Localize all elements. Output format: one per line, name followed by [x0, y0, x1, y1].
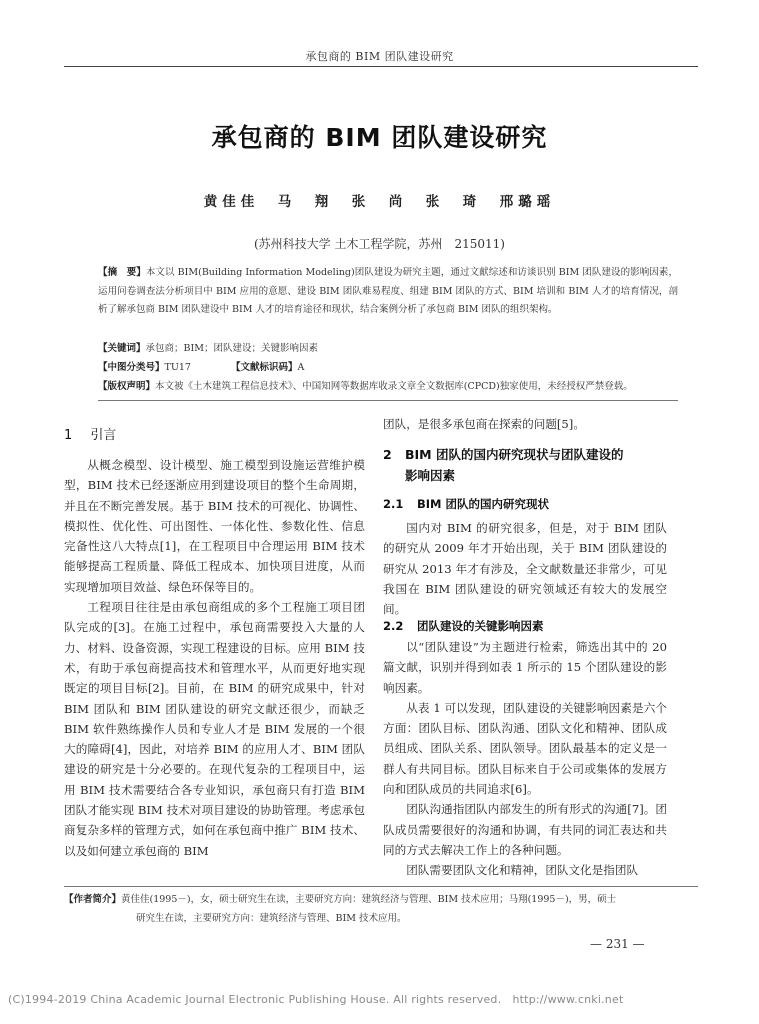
author-list: 黄佳佳 马 翔 张 尚 张 琦 邢璐瑶: [203, 194, 556, 210]
copyright-label: 【版权声明】: [98, 381, 156, 392]
subsection-2-2-paragraph-2: 从表 1 可以发现，团队建设的关键影响因素是六个方面：团队目标、团队沟通、团队文化和精神、团队成员组成、团队关系、团队领导。团队最基本的定义是一群人有共同目标。团队目标来自于公司或集体的发展方向和团队成员的共同追求[6]。: [383, 700, 667, 797]
section-2-heading: [383, 444, 683, 486]
header-divider: [64, 66, 698, 67]
doc-code-value: A: [297, 362, 305, 373]
subsection-2-1-paragraph: 国内对 BIM 的研究很多，但是，对于 BIM 团队的研究从 2009 年才开始出现，关于 BIM 团队建设的研究从 2013 年才有涉及，全文献数量还非常少，可见我国在 BIM 团队建设的研究领域还有较大的发展空间。: [383, 521, 667, 617]
copyright-text: 本文被《土木建筑工程信息技术》、中国知网等数据库收录文章全文数据库(CPCD)独家使用，未经授权严禁登载。: [155, 381, 633, 392]
right-column-continuation: [383, 414, 667, 434]
section-2-title-line2: 影响因素: [405, 468, 456, 483]
running-header: 承包商的 BIM 团队建设研究: [305, 50, 454, 63]
intro-paragraph-1: 从概念模型、设计模型、施工模型到设施运营维护模型，BIM 技术已经逐渐应用到建设项目的整个生命周期，并且在不断完善发展。基于 BIM 技术的可视化、协调性、模拟性、优化性、可出图性、一体化性、参数化性、信息完备性这八大特点[1]，在工程项目中合理运用 BIM 技术能够提高工程质量、降低工程成本、加快项目进度，从而实现增加项目效益、绿色环保等目的。: [64, 458, 365, 594]
subsection-2-1-title: BIM 团队的国内研究现状: [417, 497, 549, 511]
footnote-line-2: 研究生在读，主要研究方向：建筑经济与管理、BIM 技术应用。: [136, 913, 407, 924]
keywords-text: 承包商；BIM；团队建设；关键影响因素: [145, 343, 318, 354]
subsection-2-2-paragraph-1: 以“团队建设”为主题进行检索，筛选出其中的 20 篇文献，识别并得到如表 1 所示的 15 个团队建设的影响因素。: [383, 640, 667, 695]
clc-label: 【中图分类号】: [98, 362, 165, 373]
subsection-2-2-paragraph-4: 团队需要团队文化和精神，团队文化是指团队: [406, 863, 639, 878]
section-2-number: 2: [383, 447, 392, 462]
abstract-label: 【摘 要】: [98, 267, 146, 278]
footnote-line-1: 黄佳佳(1995－)，女，硕士研究生在读，主要研究方向：建筑经济与管理、BIM 技术应用；马翔(1995－)，男，硕士: [121, 894, 617, 905]
keywords-label: 【关键词】: [98, 343, 146, 354]
footnote-divider: [64, 886, 698, 887]
subsection-2-1-body: [383, 518, 667, 619]
subsection-2-2-heading: [383, 618, 544, 634]
subsection-2-2-paragraph-3: 团队沟通指团队内部发生的所有形式的沟通[7]。团队成员需要很好的沟通和协调，有共同的词汇表达和共同的方式去解决工作上的各种问题。: [383, 802, 667, 857]
paper-title: 承包商的 BIM 团队建设研究: [211, 123, 548, 152]
subsection-2-2-title: 团队建设的关键影响因素: [417, 619, 544, 633]
subsection-2-2-body: [383, 637, 667, 881]
section-1-heading: [64, 424, 116, 443]
subsection-2-1-number: 2.1: [383, 497, 404, 511]
classification-line: [98, 359, 678, 378]
left-column: [64, 455, 365, 861]
section-2-title-line1: BIM 团队的国内研究现状与团队建设的: [405, 447, 624, 462]
meta-divider: [98, 400, 678, 401]
copyright-statement: [98, 378, 678, 397]
section-1-title: 引言: [90, 428, 117, 443]
subsection-2-2-number: 2.2: [383, 619, 404, 633]
page-number: — 231 —: [590, 937, 645, 951]
subsection-2-1-heading: [383, 496, 549, 512]
abstract: [98, 264, 678, 320]
doc-code-label: 【文献标识码】: [230, 362, 298, 373]
clc-value: TU17: [164, 362, 191, 373]
affiliation: (苏州科技大学 土木工程学院，苏州 215011): [254, 237, 505, 251]
author-footnote: [64, 890, 684, 928]
keywords: [98, 340, 678, 359]
section-1-number: 1: [64, 428, 73, 443]
publisher-watermark: (C)1994-2019 China Academic Journal Electronic Publishing House. All rights reserved. http://www.cnki.net: [8, 993, 624, 1006]
intro-paragraph-2: 工程项目往往是由承包商组成的多个工程施工项目团队完成的[3]。在施工过程中，承包商需要投入大量的人力、材料、设备资源，实现工程建设的目标。应用 BIM 技术，有助于承包商提高技术和管理水平，从而更好地实现既定的项目目标[2]。目前，在 BIM 的研究成果中，针对 BIM 团队和 BIM 团队建设的研究文献还很少，而缺乏 BIM 软件熟练操作人员和专业人才是 BIM 发展的一个很大的障碍[4]，因此，对培养 BIM 的应用人才、BIM 团队建设的研究是十分必要的。在现代复杂的工程项目中，运用 BIM 技术需要结合各专业知识，承包商只有打造 BIM 团队才能实现 BIM 技术对项目建设的协助管理。考虑承包商复杂多样的管理方式，如何在承包商中推广 BIM 技术、以及如何建立承包商的 BIM: [64, 600, 365, 858]
footnote-label: 【作者简介】: [64, 894, 122, 905]
abstract-text: 本文以 BIM(Building Information Modeling)团队建设为研究主题，通过文献综述和访谈识别 BIM 团队建设的影响因素，运用问卷调查法分析项目中 BIM 应用的意愿、建设 BIM 团队难易程度、组建 BIM 团队的方式、BIM 培训和 BIM 人才的培育情况，剖析了解承包商 BIM 团队建设中 BIM 人才的培育途径和现状，结合案例分析了承包商 BIM 团队的组织架构。: [98, 267, 678, 315]
continued-paragraph: 团队，是很多承包商在探索的问题[5]。: [383, 417, 585, 431]
